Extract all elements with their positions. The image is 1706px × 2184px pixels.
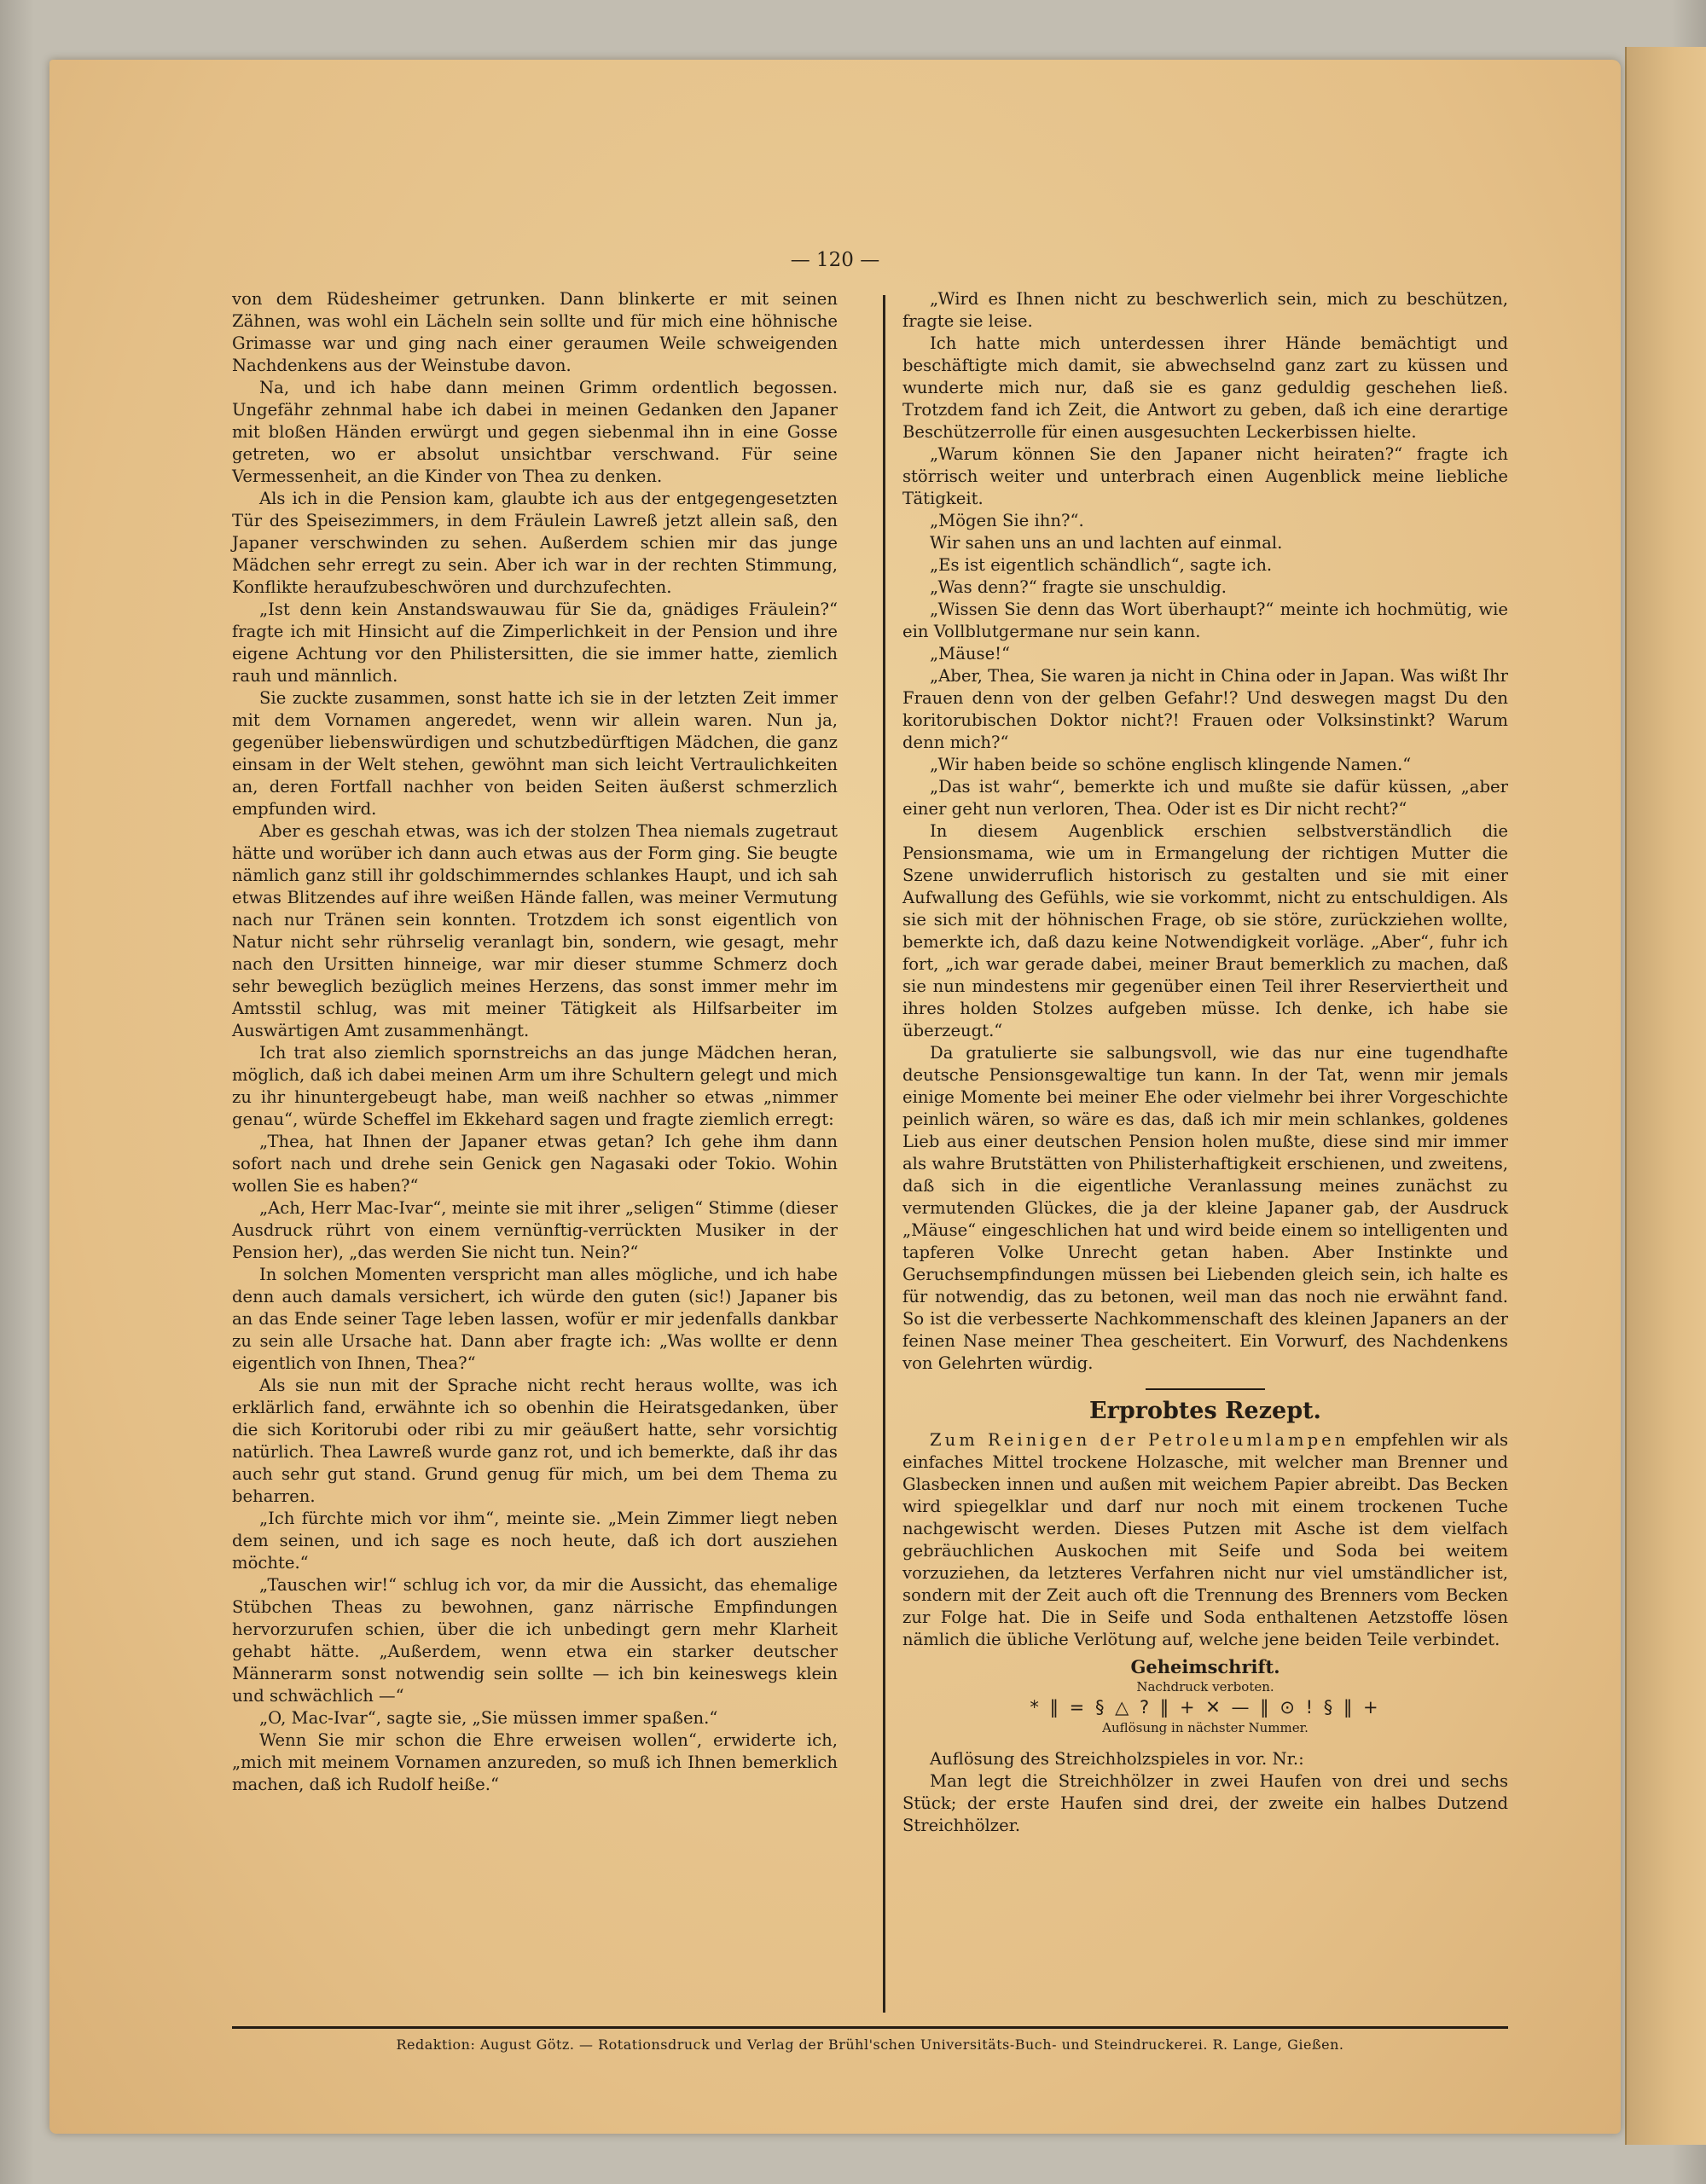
paragraph: „Aber, Thea, Sie waren ja nicht in China oder in Japan. Was wißt Ihr Frauen denn von der gelben Gefahr!? Und deswegen magst Du den koritorubischen Doktor nicht?! Frauen oder Volksinstinkt? Warum denn mich?“ [902, 666, 1508, 752]
column-divider [883, 295, 885, 2013]
cipher-title: Geheimschrift. [1130, 1656, 1280, 1677]
footer-rule [232, 2026, 1508, 2029]
paragraph: von dem Rüdesheimer getrunken. Dann blinkerte er mit seinen Zähnen, was wohl ein Lächeln sein sollte und für mich eine höhnische Grimasse war und ging nach einer geraumen Weile schweigenden Nachdenkens aus der Weinstube davon. [232, 289, 838, 375]
paragraph: „Mäuse!“ [930, 644, 1011, 663]
paragraph: „Wissen Sie denn das Wort überhaupt?“ meinte ich hochmütig, wie ein Vollblutgermane nur sein kann. [902, 600, 1508, 641]
paragraph: „Ist denn kein Anstandswauwau für Sie da, gnädiges Fräulein?“ fragte ich mit Hinsicht auf die Zimperlichkeit in der Pension und ihre eigene Achtung vor den Philistersitten, die sie immer hatte, ziemlich rauh und männlich. [232, 600, 838, 686]
paragraph: „Tauschen wir!“ schlug ich vor, da mir die Aussicht, das ehemalige Stübchen Theas zu bewohnen, ganz närrische Empfindungen hervorzurufen schien, über die ich unbedingt gern mehr Klarheit gehabt hätte. „Außerdem, wenn etwa ein starker deutscher Männerarm sonst notwendig sein sollte — ich bin keineswegs klein und schwächlich —“ [232, 1575, 838, 1706]
paragraph: In solchen Momenten verspricht man alles mögliche, und ich habe denn auch damals versichert, ich würde den guten (sic!) Japaner bis an das Ende seiner Tage leben lassen, wofür er mir jedenfalls dankbar zu sein alle Ursache hat. Dann aber fragte ich: „Was wollte er denn eigentlich von Ihnen, Thea?“ [232, 1265, 838, 1373]
paragraph: „Ach, Herr Mac-Ivar“, meinte sie mit ihrer „seligen“ Stimme (dieser Ausdruck rührt von einem vernünftig-verrückten Musiker in der Pension her), „das werden Sie nicht tun. Nein?“ [232, 1198, 838, 1262]
paragraph: „Warum können Sie den Japaner nicht heiraten?“ fragte ich störrisch weiter und unterbrach einen Augenblick meine liebliche Tätigkeit. [902, 444, 1508, 508]
left-column [232, 288, 838, 1796]
paragraph: Als sie nun mit der Sprache nicht recht heraus wollte, was ich erklärlich fand, erwähnte ich so obenhin die Heiratsgedanken, über die sich Koritorubi oder ribi zu mir geäußert hatte, sehr vorsichtig natürlich. Thea Lawreß wurde ganz rot, und ich bemerkte, daß ihr das auch sehr gut stand. Grund genug für mich, um bei dem Thema zu beharren. [232, 1376, 838, 1506]
paragraph: „Mögen Sie ihn?“. [930, 511, 1084, 530]
recipe-title: Erprobtes Rezept. [902, 1397, 1508, 1426]
paragraph: „Es ist eigentlich schändlich“, sagte ich. [930, 555, 1273, 575]
paragraph: Sie zuckte zusammen, sonst hatte ich sie in der letzten Zeit immer mit dem Vornamen angeredet, wenn wir allein waren. Nun ja, gegenüber liebenswürdigen und schutzbedürftigen Mädchen, die ganz einsam in der Welt stehen, gewöhnt man sich leicht Vertraulichkeiten an, deren Fortfall nachher von beiden Seiten äußerst schmerzlich empfunden wird. [232, 688, 838, 819]
paragraph: „Wird es Ihnen nicht zu beschwerlich sein, mich zu beschützen, fragte sie leise. [902, 289, 1508, 331]
paragraph: Wenn Sie mir schon die Ehre erweisen wollen“, erwiderte ich, „mich mit meinem Vornamen anzureden, so muß ich Ihnen bemerklich machen, daß ich Rudolf heiße.“ [232, 1730, 838, 1794]
paragraph: Na, und ich habe dann meinen Grimm ordentlich begossen. Ungefähr zehnmal habe ich dabei in meinen Gedanken den Japaner mit bloßen Händen erwürgt und gegen siebenmal ihn in eine Gosse getreten, wo er absolut unsichtbar verschwand. Für seine Vermessenheit, an die Kinder von Thea zu denken. [232, 378, 838, 486]
recipe-lead: Zum Reinigen der Petroleumlampen [930, 1430, 1349, 1450]
paragraph: Aber es geschah etwas, was ich der stolzen Thea niemals zugetraut hätte und worüber ich dann auch etwas aus der Form ging. Sie beugte nämlich ganz still ihr goldschimmerndes schlankes Haupt, und ich sah etwas Blitzendes auf ihre weißen Hände fallen, was meiner Vermutung nach nur Tränen sein konnten. Trotzdem ich sonst eigentlich von Natur nicht sehr rührselig veranlagt bin, sondern, wie gesagt, mehr nach den Ursitten hinneige, war mir dieser stumme Schmerz doch sehr beweglich bezüglich meines Herzens, das sonst immer mehr im Amtsstil schlug, was mit meiner Tätigkeit als Hilfsarbeiter im Auswärtigen Amt zusammenhängt. [232, 821, 838, 1040]
paragraph: „Thea, hat Ihnen der Japaner etwas getan? Ich gehe ihm dann sofort nach und drehe sein Genick gen Nagasaki oder Tokio. Wohin wollen Sie es haben?“ [232, 1132, 838, 1196]
recipe-body: empfehlen wir als einfaches Mittel trockene Holzasche, mit welcher man Brenner und Glasbecken innen und außen mit weichem Papier abreibt. Das Becken wird spiegelklar und darf nur noch mit einem trockenen Tuche nachgewischt werden. Dieses Putzen mit Asche ist dem vielfach gebräuchlichen Auskochen mit Seife und Soda bei weitem vorzuziehen, da letzteres Verfahren nicht nur viel umständlicher ist, sondern mit der Zeit auch oft die Trennung des Brenners vom Becken zur Folge hat. Die in Seife und Soda enthaltenen Aetzstoffe lösen nämlich die übliche Verlötung auf, welche jene beiden Teile verbindet. [902, 1430, 1509, 1649]
cipher-solution-note: Auflösung in nächster Nummer. [1102, 1720, 1309, 1735]
solution-title: Auflösung des Streichholzspieles in vor. Nr.: [930, 1749, 1304, 1769]
story-continuation [902, 288, 1508, 1375]
paragraph: Ich hatte mich unterdessen ihrer Hände bemächtigt und beschäftigte mich damit, sie abwechselnd ganz zart zu küssen und wunderte mich nur, daß sie es ganz geduldig geschehen ließ. Trotzdem fand ich Zeit, die Antwort zu geben, daß ich eine derartige Beschützerrolle für einen ausgesuchten Leckerbissen hielte. [902, 333, 1508, 442]
paragraph: „Das ist wahr“, bemerkte ich und mußte sie dafür küssen, „aber einer geht nun verloren, Thea. Oder ist es Dir nicht recht?“ [902, 777, 1508, 819]
right-column [902, 288, 1508, 1837]
newspaper-page [49, 60, 1621, 2134]
cipher-note: Nachdruck verboten. [1136, 1679, 1274, 1694]
paragraph: In diesem Augenblick erschien selbstverständlich die Pensionsmama, wie um in Ermangelung der richtigen Mutter die Szene unwiderruflich historisch zu gestalten und sie mit einer Aufwallung des Gefühls, wie sie vorkommt, nicht zu entschuldigen. Als sie sich mit der höhnischen Frage, ob sie störe, zurückziehen wollte, bemerkte ich, daß dazu keine Notwendigkeit vorläge. „Aber“, fuhr ich fort, „ich war gerade dabei, meiner Braut bemerklich zu machen, daß sie nun mindestens mir gegenüber einen Teil ihrer Reserviertheit und ihres holden Stolzes aufgeben müsse. Ich denke, ich habe sie überzeugt.“ [902, 821, 1508, 1040]
page-number: — 120 — [790, 249, 880, 271]
paragraph: „Ich fürchte mich vor ihm“, meinte sie. „Mein Zimmer liegt neben dem seinen, und ich sage es noch heute, daß ich dort ausziehen möchte.“ [232, 1509, 838, 1573]
paragraph: Ich trat also ziemlich spornstreichs an das junge Mädchen heran, möglich, daß ich dabei meinen Arm um ihre Schultern gelegt und mich zu ihr hinuntergebeugt habe, man weiß nachher so etwas „nimmer genau“, würde Scheffel im Ekkehard sagen und fragte ziemlich erregt: [232, 1043, 838, 1129]
adjacent-page-edge [1625, 47, 1706, 2145]
paragraph: „O, Mac-Ivar“, sagte sie, „Sie müssen immer spaßen.“ [259, 1708, 718, 1728]
solution-text: Man legt die Streichhölzer in zwei Haufen von drei und sechs Stück; der erste Haufen sind drei, der zweite ein halbes Dutzend Streichhölzer. [902, 1771, 1508, 1835]
paragraph: Da gratulierte sie salbungsvoll, wie das nur eine tugendhafte deutsche Pensionsgewaltige tun kann. In der Tat, wenn mir jemals einige Momente bei meiner Ehe oder vielmehr bei ihrer Vorgeschichte peinlich wären, so wäre es das, daß ich mir mein schlankes, goldenes Lieb aus einer deutschen Pension holen mußte, diese sind mir immer als wahre Brutstätten von Philisterhaftigkeit erschienen, und zweitens, daß sich in die eigentliche Veranlassung meines zunächst zu vermutenden Glückes, die ja der kleine Japaner gab, der Ausdruck „Mäuse“ eingeschlichen hat und wird beide einem so intelligenten und tapferen Volke Unrecht getan haben. Aber Instinkte und Geruchsempfindungen müssen bei Liebenden gleich sein, ich halte es für notwendig, das zu betonen, weil man das noch nie erwähnt fand. So ist die verbesserte Nachkommenschaft des kleinen Japaners an der feinen Nase meiner Thea gescheitert. Ein Vorwurf, des Nachdenkens von Gelehrten würdig. [902, 1043, 1508, 1373]
paragraph: Als ich in die Pension kam, glaubte ich aus der entgegengesetzten Tür des Speisezimmers, in dem Fräulein Lawreß jetzt allein saß, den Japaner verschwinden zu sehen. Außerdem schien mir das junge Mädchen sehr erregt zu sein. Aber ich war in der rechten Stimmung, Konflikte heraufzubeschwören und durchzufechten. [232, 489, 838, 597]
paragraph: „Wir haben beide so schöne englisch klingende Namen.“ [930, 755, 1412, 774]
recipe-text [902, 1429, 1508, 1651]
imprint-footer: Redaktion: August Götz. — Rotationsdruck und Verlag der Brühl'schen Universitäts-Buch- und Steindruckerei. R. Lange, Gießen. [396, 2036, 1344, 2053]
cipher-symbols: * ‖ = § △ ? ‖ + ✕ — ‖ ⊙ ! § ‖ + [1030, 1697, 1381, 1718]
paragraph: „Was denn?“ fragte sie unschuldig. [930, 577, 1227, 597]
paragraph: Wir sahen uns an und lachten auf einmal. [930, 533, 1283, 553]
